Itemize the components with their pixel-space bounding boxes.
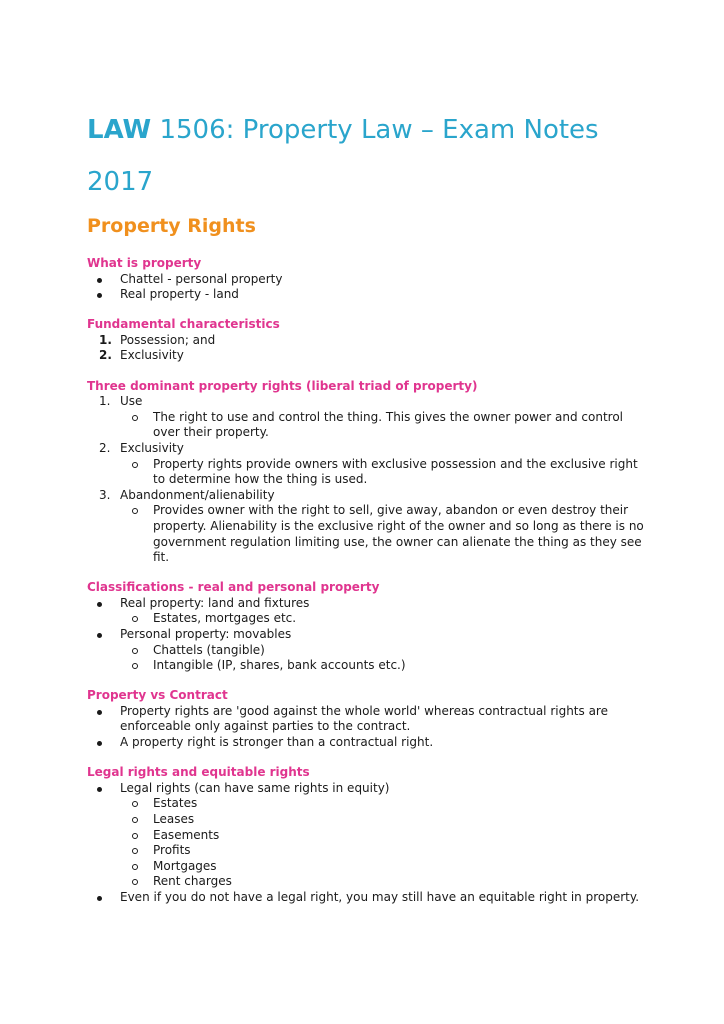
bullet-icon xyxy=(97,896,102,901)
list-item xyxy=(87,704,647,735)
subheading: What is property xyxy=(87,256,202,270)
sub-list-item xyxy=(87,843,647,859)
list-item-text: Exclusivity xyxy=(120,440,184,455)
title-course-name: 1506: Property Law – Exam Notes xyxy=(151,115,599,145)
sub-list-item-text: Estates xyxy=(153,796,198,811)
list-item-text: Even if you do not have a legal right, you may still have an equitable right in property. xyxy=(120,889,640,904)
list-item xyxy=(87,287,647,303)
sub-list-item xyxy=(87,812,647,828)
list-item xyxy=(87,441,647,457)
list-item xyxy=(87,488,647,504)
list-item xyxy=(87,333,647,349)
list-item xyxy=(87,272,647,288)
section-heading-property-rights: Property Rights xyxy=(87,215,256,237)
sub-list-item xyxy=(87,658,647,674)
title-year: 2017 xyxy=(87,167,154,197)
section-classifications xyxy=(87,580,647,674)
sub-list-item-text: Easements xyxy=(153,827,220,842)
bullet-icon xyxy=(97,710,102,715)
circle-bullet-icon xyxy=(132,833,138,839)
sub-list-item xyxy=(87,503,647,565)
circle-bullet-icon xyxy=(132,508,138,514)
section-three-dominant-rights xyxy=(87,379,647,566)
circle-bullet-icon xyxy=(132,415,138,421)
bullet-list xyxy=(87,596,647,674)
list-number: 2. xyxy=(99,440,111,455)
list-number: 1. xyxy=(99,394,111,409)
bullet-icon xyxy=(97,741,102,746)
list-item-text: Exclusivity xyxy=(120,348,184,363)
section-what-is-property xyxy=(87,256,647,303)
document-title xyxy=(87,104,667,208)
circle-bullet-icon xyxy=(132,648,138,654)
section-legal-and-equitable-rights xyxy=(87,765,647,905)
sub-list-item-text: Rent charges xyxy=(153,874,232,889)
list-item-text: Real property: land and fixtures xyxy=(120,595,310,610)
sub-list-item xyxy=(87,457,647,488)
bullet-icon xyxy=(97,278,102,283)
circle-bullet-icon xyxy=(132,801,138,807)
list-item xyxy=(87,627,647,643)
list-item xyxy=(87,394,647,410)
bullet-icon xyxy=(97,293,102,298)
sub-list-item xyxy=(87,643,647,659)
list-item-text: Use xyxy=(120,394,143,409)
subheading: Three dominant property rights (liberal triad of property) xyxy=(87,378,478,393)
sub-list-item-text: Leases xyxy=(153,811,195,826)
list-number: 3. xyxy=(99,487,111,502)
subheading: Classifications - real and personal property xyxy=(87,580,380,595)
list-number: 2. xyxy=(99,348,112,363)
list-item-text: Property rights are 'good against the whole world' whereas contractual rights are enforceable only against parties to the contract. xyxy=(120,703,608,734)
sub-list-item-text: Chattels (tangible) xyxy=(153,642,265,657)
list-item-text: Abandonment/alienability xyxy=(120,487,275,502)
list-number: 1. xyxy=(99,332,112,347)
list-item xyxy=(87,735,647,751)
circle-bullet-icon xyxy=(132,879,138,885)
bullet-icon xyxy=(97,787,102,792)
sub-list-item xyxy=(87,859,647,875)
sub-list-item xyxy=(87,611,647,627)
bullet-icon xyxy=(97,602,102,607)
sub-list-item xyxy=(87,828,647,844)
circle-bullet-icon xyxy=(132,616,138,622)
list-item-text: Personal property: movables xyxy=(120,626,292,641)
notes-body xyxy=(87,256,647,920)
list-item-text: Possession; and xyxy=(120,332,216,347)
circle-bullet-icon xyxy=(132,848,138,854)
section-property-vs-contract xyxy=(87,688,647,750)
subheading: Legal rights and equitable rights xyxy=(87,765,310,780)
bullet-list xyxy=(87,781,647,906)
list-item xyxy=(87,348,647,364)
circle-bullet-icon xyxy=(132,864,138,870)
list-item-text: A property right is stronger than a contractual right. xyxy=(120,735,434,750)
sub-list-item-text: The right to use and control the thing. This gives the owner power and control over their property. xyxy=(153,409,623,440)
subheading: Property vs Contract xyxy=(87,688,228,703)
circle-bullet-icon xyxy=(132,663,138,669)
sub-list-item xyxy=(87,796,647,812)
circle-bullet-icon xyxy=(132,462,138,468)
sub-list-item-text: Estates, mortgages etc. xyxy=(153,611,297,626)
list-item-text: Chattel - personal property xyxy=(120,271,283,286)
subheading: Fundamental characteristics xyxy=(87,317,280,332)
sub-list-item-text: Provides owner with the right to sell, give away, abandon or even destroy their property. Alienability is the exclusive right of the owner and so long as there is no government regulation limiting use, the owner can alienate the thing as they see fit. xyxy=(153,503,644,565)
list-item-text: Real property - land xyxy=(120,287,239,302)
sub-list-item-text: Property rights provide owners with exclusive possession and the exclusive right to determine how the thing is used. xyxy=(153,456,638,487)
sub-list-item-text: Intangible (IP, shares, bank accounts etc.) xyxy=(153,658,406,673)
list-item xyxy=(87,596,647,612)
list-item xyxy=(87,890,647,906)
list-item-text: Legal rights (can have same rights in equity) xyxy=(120,780,390,795)
bullet-list xyxy=(87,704,647,751)
bullet-icon xyxy=(97,633,102,638)
sub-list-item xyxy=(87,410,647,441)
circle-bullet-icon xyxy=(132,817,138,823)
sub-list-item xyxy=(87,874,647,890)
list-item xyxy=(87,781,647,797)
numbered-list xyxy=(87,394,647,566)
title-course-code: LAW xyxy=(87,115,152,145)
section-fundamental-characteristics xyxy=(87,317,647,364)
bullet-list xyxy=(87,272,647,303)
sub-list-item-text: Profits xyxy=(153,843,191,858)
sub-list-item-text: Mortgages xyxy=(153,858,217,873)
numbered-list xyxy=(87,333,647,364)
